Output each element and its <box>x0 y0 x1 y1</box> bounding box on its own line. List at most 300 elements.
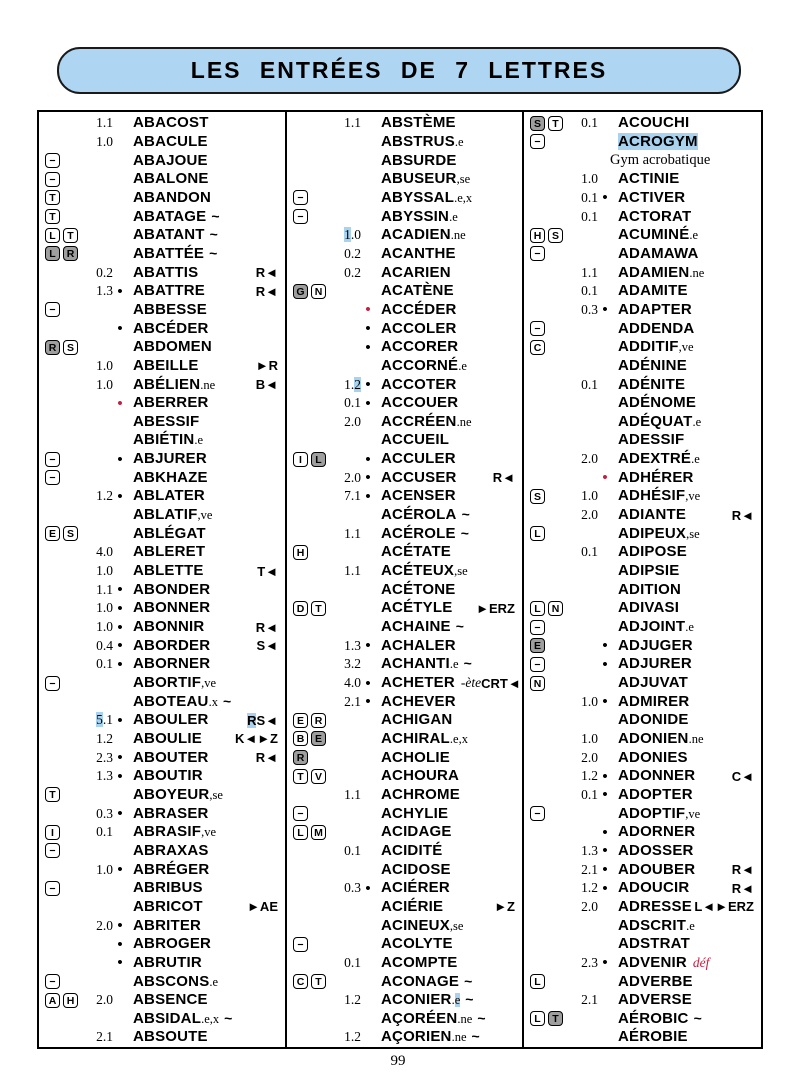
bullet-icon: • <box>117 954 123 972</box>
entry-suffix: ,se <box>454 564 468 579</box>
page-title: LES ENTRÉES DE 7 LETTRES <box>190 57 608 83</box>
entry-text <box>618 562 679 580</box>
flag-chips <box>530 974 568 989</box>
entry-word: ABDOMEN <box>133 338 212 356</box>
entry-number: 1.1 <box>344 786 361 802</box>
entry-text <box>381 693 456 711</box>
entry-row <box>530 898 756 917</box>
bullet-icon: • <box>117 805 123 823</box>
bullet-icon: • <box>117 450 123 468</box>
entry-row <box>530 655 756 674</box>
entry-word: ABLATIF <box>133 506 198 524</box>
entry-text <box>618 282 688 300</box>
entry-suffix: .ne <box>451 1030 467 1045</box>
definition-row <box>530 151 756 170</box>
entry-row <box>530 767 756 786</box>
entry-text <box>133 264 198 282</box>
entry-word: ABONNIR <box>133 618 205 636</box>
entry-text <box>381 394 458 412</box>
entry-row <box>530 786 756 805</box>
flag-chip-minus: − <box>45 172 60 187</box>
flag-chip-n: N <box>548 601 563 616</box>
entry-word: ACROGYM <box>618 132 698 150</box>
entry-word: ACCUEIL <box>381 431 450 449</box>
entry-word: ABBESSE <box>133 300 207 318</box>
entry-text <box>133 1010 232 1028</box>
entry-row <box>45 357 280 376</box>
entry-text <box>133 618 204 636</box>
entry-word: ACHEVER <box>381 692 456 710</box>
entry-word: ABRIBUS <box>133 879 203 897</box>
flag-chip-t: T <box>63 228 78 243</box>
entry-word: ADDENDA <box>618 319 695 337</box>
entry-row <box>45 226 280 245</box>
entry-row <box>45 506 280 525</box>
entry-row <box>45 468 280 487</box>
flag-chip-l: L <box>293 825 308 840</box>
entry-text <box>381 1010 486 1028</box>
entry-row <box>293 207 517 226</box>
entry-text <box>133 674 216 692</box>
entry-right-tag: CRT◄ <box>481 675 521 691</box>
entry-right-tag: T◄ <box>257 563 278 579</box>
entry-word: ABOYEUR <box>133 785 210 803</box>
entry-word: ABACOST <box>133 114 209 132</box>
entry-text <box>618 226 698 244</box>
entry-word: AÇORÉEN <box>381 1009 458 1027</box>
entry-row <box>293 487 517 506</box>
bullet-icon: • <box>602 861 608 879</box>
entry-text <box>381 805 448 823</box>
entry-word: ABORNER <box>133 655 211 673</box>
entry-row <box>45 524 280 543</box>
entry-row <box>293 338 517 357</box>
entry-text <box>618 917 695 935</box>
entry-word: ADJURER <box>618 655 692 673</box>
entry-text <box>618 879 689 897</box>
entry-text <box>618 637 693 655</box>
entry-text <box>133 823 216 841</box>
entry-word: ACÉROLE <box>381 524 456 542</box>
entry-text <box>381 152 457 170</box>
entry-text <box>381 842 442 860</box>
flag-chips <box>530 657 568 672</box>
entry-row <box>45 151 280 170</box>
entry-number: 3.2 <box>344 656 361 672</box>
bullet-icon: • <box>117 767 123 785</box>
flag-chip-h: H <box>63 993 78 1008</box>
entry-word: ADOUBER <box>618 860 696 878</box>
entry-text <box>381 114 456 132</box>
entry-number: 2.0 <box>581 507 598 523</box>
entry-number: 1.0 <box>96 133 113 149</box>
entry-word: ABSCONS <box>133 972 210 990</box>
entry-row <box>293 151 517 170</box>
entry-right-tag: R◄ <box>731 862 754 878</box>
entry-word: ACHROME <box>381 785 460 803</box>
entry-row <box>293 506 517 525</box>
entry-suffix: ,ve <box>197 508 213 523</box>
entry-word: ACINEUX <box>381 916 450 934</box>
entry-right-tag: R◄ <box>492 470 515 486</box>
entry-word: ACUMINÉ <box>618 226 690 244</box>
entry-word: ACCRÉEN <box>381 412 457 430</box>
entry-row <box>530 245 756 264</box>
entry-text <box>133 320 209 338</box>
entry-text <box>618 693 689 711</box>
flag-chips <box>530 676 568 691</box>
entry-row <box>530 394 756 413</box>
entry-row <box>45 301 280 320</box>
entry-text <box>133 599 210 617</box>
entry-row <box>530 263 756 282</box>
entry-row <box>45 282 280 301</box>
entry-word: ACHIGAN <box>381 711 453 729</box>
entry-text <box>618 506 686 524</box>
flag-chip-v: V <box>311 769 326 784</box>
entry-right-tag: ►R <box>255 358 278 374</box>
flag-chip-m: M <box>311 825 326 840</box>
entry-word: ADAMITE <box>618 282 688 300</box>
entry-row <box>293 282 517 301</box>
flag-chip-c: C <box>293 974 308 989</box>
entry-number: 2.1 <box>581 861 598 877</box>
entry-row <box>293 954 517 973</box>
entry-number: 1.3 <box>96 283 113 299</box>
red-bullet-icon: • <box>602 469 608 487</box>
flag-chips <box>45 676 83 691</box>
entry-row <box>530 338 756 357</box>
entry-row <box>530 170 756 189</box>
entry-suffix: .x <box>208 694 218 709</box>
entry-text <box>381 413 472 431</box>
entry-row <box>530 413 756 432</box>
entry-suffix: .ne <box>456 414 472 429</box>
entry-suffix: .e,x <box>454 190 473 205</box>
entry-row <box>293 450 517 469</box>
entry-word: ACIDITÉ <box>381 841 443 859</box>
tilde-mark: ~ <box>471 1028 480 1045</box>
entry-row <box>293 319 517 338</box>
entry-row <box>293 170 517 189</box>
flag-chips <box>530 489 568 504</box>
entry-row <box>530 357 756 376</box>
entry-word: ABESSIF <box>133 412 200 430</box>
entry-word: ACIDOSE <box>381 860 451 878</box>
entry-word: ADJUVAT <box>618 674 689 692</box>
entry-word: ABEILLE <box>133 356 199 374</box>
flag-chips <box>530 134 568 149</box>
entry-word: ADOSSER <box>618 841 694 859</box>
column-3 <box>522 112 761 1047</box>
entry-text <box>381 487 456 505</box>
entry-suffix: ,se <box>686 526 700 541</box>
entry-number: 2.0 <box>581 451 598 467</box>
entry-text <box>618 581 681 599</box>
entry-row <box>45 916 280 935</box>
entry-row <box>530 842 756 861</box>
entry-row <box>45 935 280 954</box>
entry-row <box>530 618 756 637</box>
flag-chips <box>293 601 331 616</box>
entry-number: 1.3 <box>344 637 361 653</box>
flag-chip-t: T <box>45 209 60 224</box>
entry-text <box>133 301 207 319</box>
entry-text <box>381 749 450 767</box>
entry-suffix: ,se <box>456 172 471 187</box>
bullet-icon: • <box>602 879 608 897</box>
flag-chip-e: E <box>45 526 60 541</box>
tilde-mark: ~ <box>693 1009 702 1026</box>
entry-word: ACOLYTE <box>381 935 453 953</box>
entry-text <box>133 935 211 953</box>
entry-text <box>133 562 204 580</box>
entry-word: ACHOURA <box>381 767 460 785</box>
entry-word: ACCOLER <box>381 319 457 337</box>
entry-text <box>618 674 688 692</box>
flag-chips <box>293 750 331 765</box>
entry-word: ABSURDE <box>381 151 457 169</box>
entry-word: ACOUCHI <box>618 114 690 132</box>
entry-row <box>45 413 280 432</box>
entry-text <box>133 749 209 767</box>
bullet-icon: • <box>365 450 371 468</box>
entry-text <box>381 170 470 188</box>
entry-row <box>530 524 756 543</box>
flag-chip-l: L <box>530 601 545 616</box>
entry-number: 0.1 <box>344 954 361 970</box>
entry-row <box>530 506 756 525</box>
bullet-icon: • <box>365 338 371 356</box>
entry-row <box>530 562 756 581</box>
flag-chips <box>293 731 331 746</box>
entry-word: ACTIVER <box>618 188 686 206</box>
entry-word: ABIÉTIN <box>133 431 195 449</box>
entry-right-tag: R◄ <box>255 283 278 299</box>
flag-chip-l: L <box>530 526 545 541</box>
entry-text <box>381 637 456 655</box>
entry-word: ADHÉSIF <box>618 487 686 505</box>
entry-row <box>530 543 756 562</box>
flag-chips <box>45 228 83 243</box>
bullet-icon: • <box>117 749 123 767</box>
flag-chip-r: R <box>63 246 78 261</box>
flag-chip-minus: − <box>293 209 308 224</box>
word-list-box <box>37 110 763 1049</box>
column-2 <box>285 112 522 1047</box>
entry-word: ABATTIS <box>133 263 199 281</box>
bullet-icon: • <box>602 301 608 319</box>
entry-word: ACÉROLA <box>381 506 457 524</box>
flag-chips <box>293 825 331 840</box>
entry-number: 1.2 <box>96 488 113 504</box>
bullet-icon: • <box>117 917 123 935</box>
bullet-icon: • <box>365 469 371 487</box>
entry-suffix: .ne <box>457 1011 473 1026</box>
entry-row <box>293 935 517 954</box>
entry-word: ACHYLIE <box>381 804 449 822</box>
entry-word: ACTINIE <box>618 170 680 188</box>
entry-number: 1.0 <box>581 693 598 709</box>
flag-chip-r: R <box>293 750 308 765</box>
entry-row <box>293 804 517 823</box>
entry-word: ACCORER <box>381 338 459 356</box>
entry-word: ABYSSIN <box>381 207 450 225</box>
entry-row <box>530 319 756 338</box>
flag-chip-minus: − <box>530 657 545 672</box>
entry-text <box>133 842 209 860</box>
entry-word: ABATAGE <box>133 207 207 225</box>
entry-text <box>618 543 687 561</box>
entry-row <box>293 599 517 618</box>
entry-number: 0.2 <box>344 245 361 261</box>
flag-chips <box>530 116 568 131</box>
entry-suffix: .e,x <box>449 731 468 746</box>
entry-row <box>530 972 756 991</box>
entry-suffix: .ne <box>688 731 704 746</box>
flag-chip-l: L <box>311 452 326 467</box>
entry-text <box>133 693 231 711</box>
entry-suffix: ,se <box>449 918 464 933</box>
entry-word: ADSTRAT <box>618 935 690 953</box>
entry-number: 1.1 <box>344 525 361 541</box>
entry-word: ABROGER <box>133 935 212 953</box>
entry-suffix: .ne <box>689 265 705 280</box>
entry-right-tag: R◄ <box>255 619 278 635</box>
entry-text <box>381 320 457 338</box>
entry-word: ABERRER <box>133 394 209 412</box>
entry-word: ABOUTER <box>133 748 209 766</box>
entry-row <box>530 487 756 506</box>
flag-chips <box>530 321 568 336</box>
entry-suffix: .ne <box>450 228 466 243</box>
entry-suffix: ,ve <box>685 489 701 504</box>
entry-text <box>381 935 453 953</box>
flag-chip-n: N <box>530 676 545 691</box>
flag-chip-minus: − <box>45 452 60 467</box>
flag-chips <box>45 825 83 840</box>
entry-row <box>293 842 517 861</box>
entry-row <box>530 1010 756 1029</box>
entry-text <box>618 469 694 487</box>
entry-word: ABSTÈME <box>381 114 456 132</box>
flag-chip-r: R <box>45 340 60 355</box>
flag-chip-g: G <box>293 284 308 299</box>
bullet-icon: • <box>365 879 371 897</box>
entry-text <box>133 973 218 991</box>
bullet-icon: • <box>365 376 371 394</box>
entry-word: ADONIDE <box>618 711 689 729</box>
entry-right-tag: ►AE <box>247 899 278 915</box>
entry-row <box>293 394 517 413</box>
entry-right-tag: C◄ <box>731 768 754 784</box>
bullet-icon: • <box>117 861 123 879</box>
entry-word: ACCOUER <box>381 394 459 412</box>
entry-suffix: .e,x <box>201 1011 220 1026</box>
entry-text <box>133 543 205 561</box>
entry-row <box>45 580 280 599</box>
entry-row <box>45 804 280 823</box>
entry-word: ADMIRER <box>618 692 690 710</box>
entry-text <box>618 618 694 636</box>
entry-text <box>381 917 463 935</box>
entry-number: 2.3 <box>581 954 598 970</box>
entry-text <box>618 431 684 449</box>
entry-word: ACADIEN <box>381 226 451 244</box>
entry-text <box>133 655 210 673</box>
flag-chips <box>293 190 331 205</box>
entry-word: ACIDAGE <box>381 823 452 841</box>
entry-word: ACARIEN <box>381 263 451 281</box>
flag-chip-c: C <box>530 340 545 355</box>
entry-word: ACHANTI <box>381 655 450 673</box>
entry-number: 0.1 <box>581 208 598 224</box>
flag-chips <box>45 993 83 1008</box>
flag-chips <box>45 881 83 896</box>
entry-word: ADDITIF <box>618 338 679 356</box>
entry-number: 0.2 <box>344 264 361 280</box>
entry-row <box>293 543 517 562</box>
entry-word: ABOULIE <box>133 729 202 747</box>
entry-row <box>45 338 280 357</box>
entry-text <box>381 431 449 449</box>
entry-row <box>530 804 756 823</box>
entry-word: ABONNER <box>133 599 211 617</box>
entry-text <box>618 1028 688 1046</box>
bullet-icon: • <box>117 935 123 953</box>
entry-row <box>530 748 756 767</box>
entry-word: ADVENIR <box>618 953 687 971</box>
entry-row <box>45 599 280 618</box>
entry-row <box>45 842 280 861</box>
entry-text <box>133 413 199 431</box>
entry-number: 1.0 <box>96 357 113 373</box>
entry-row <box>293 618 517 637</box>
red-bullet-icon: • <box>365 301 371 319</box>
flag-chip-l: L <box>530 974 545 989</box>
flag-chips <box>293 769 331 784</box>
flag-chips <box>530 620 568 635</box>
entry-word: ABAJOUE <box>133 151 208 169</box>
flag-chip-minus: − <box>45 302 60 317</box>
entry-number: 2.1 <box>344 693 361 709</box>
entry-row <box>293 674 521 693</box>
entry-word: ADIPSIE <box>618 562 680 580</box>
flag-chip-l: L <box>530 1011 545 1026</box>
entry-number: 0.1 <box>96 656 113 672</box>
entry-word: ABACULE <box>133 132 208 150</box>
entry-row <box>45 375 280 394</box>
entry-word: ABANDON <box>133 188 212 206</box>
entry-word: ADÉNOME <box>618 394 697 412</box>
entry-text <box>381 786 460 804</box>
bullet-icon: • <box>117 655 123 673</box>
flag-chip-minus: − <box>293 937 308 952</box>
entry-row <box>45 748 280 767</box>
entry-row <box>293 375 517 394</box>
entry-number: 1.1 <box>581 264 598 280</box>
entry-word: ADONNER <box>618 767 696 785</box>
entry-text <box>133 357 199 375</box>
entry-row <box>45 245 280 264</box>
entry-number: 1.2 <box>344 992 361 1008</box>
entry-text <box>381 655 472 673</box>
entry-row <box>45 543 280 562</box>
entry-number: 1.1 <box>344 115 361 131</box>
entry-text <box>381 767 459 785</box>
flag-chips <box>293 209 331 224</box>
entry-number: 0.1 <box>581 786 598 802</box>
